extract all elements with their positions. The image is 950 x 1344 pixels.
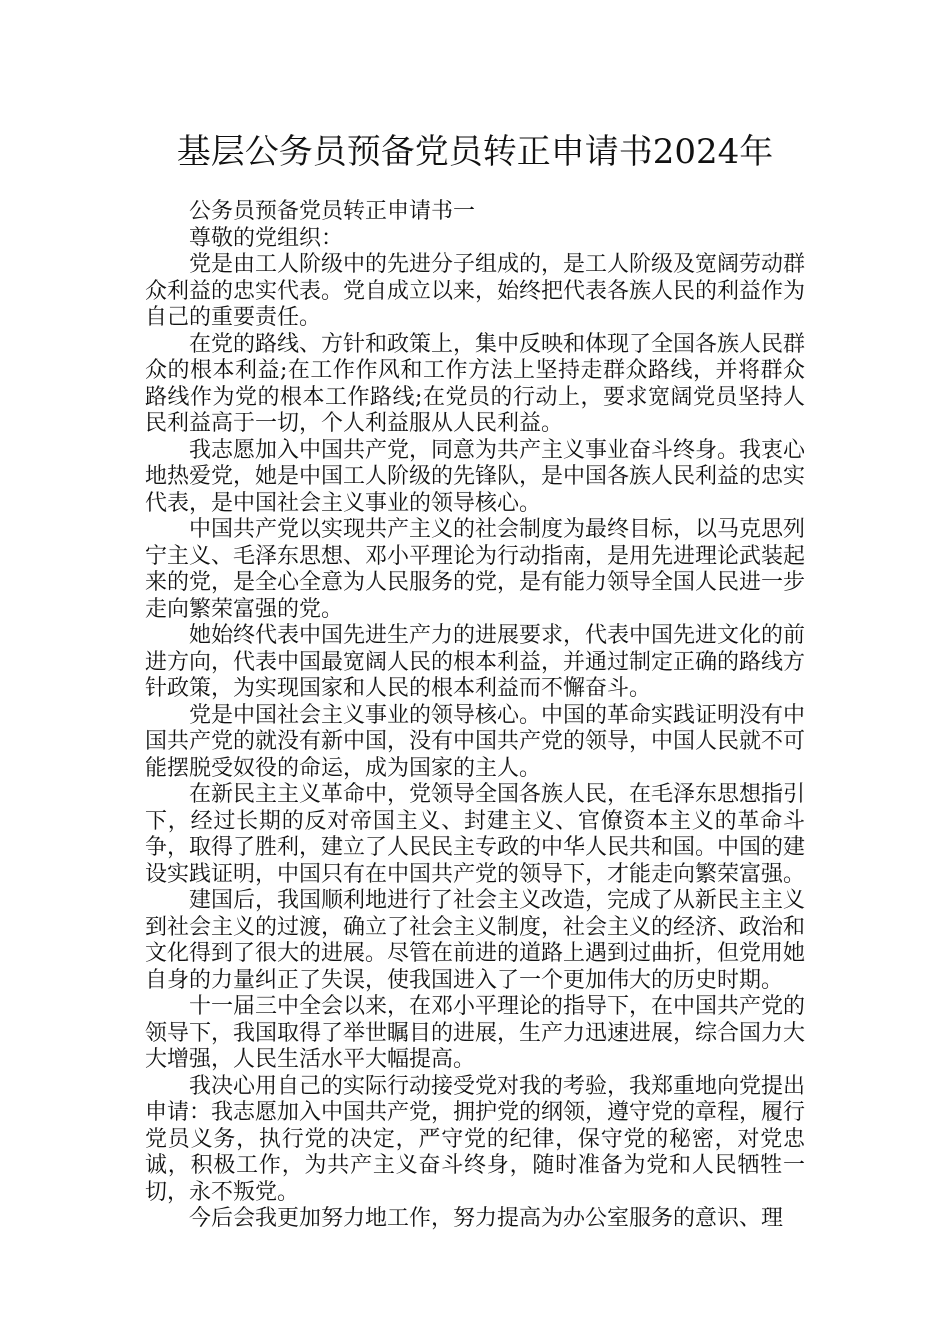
paragraph: 我决心用自己的实际行动接受党对我的考验，我郑重地向党提出申请：我志愿加入中国共产党，拥护党的纲领，遵守党的章程，履行党员义务，执行党的决定，严守党的纪律，保守党的秘密，对党忠诚，积极工作，为共产主义奋斗终身，随时准备为党和人民牺牲一切，永不叛党。 (145, 1073, 806, 1205)
paragraph: 党是中国社会主义事业的领导核心。中国的革命实践证明没有中国共产党的就没有新中国，没有中国共产党的领导，中国人民就不可能摆脱受奴役的命运，成为国家的主人。 (145, 702, 806, 781)
paragraph: 在新民主主义革命中，党领导全国各族人民，在毛泽东思想指引下，经过长期的反对帝国主义、封建主义、官僚资本主义的革命斗争，取得了胜利，建立了人民民主专政的中华人民共和国。中国的建设实践证明，中国只有在中国共产党的领导下，才能走向繁荣富强。 (145, 782, 806, 887)
paragraph: 公务员预备党员转正申请书一 (189, 199, 476, 224)
paragraph: 十一届三中全会以来，在邓小平理论的指导下，在中国共产党的领导下，我国取得了举世瞩目的进展，生产力迅速进展，综合国力大大增强，人民生活水平大幅提高。 (145, 994, 806, 1072)
document-title: 基层公务员预备党员转正申请书2024年 (176, 132, 774, 172)
document-body (145, 199, 805, 1233)
paragraph: 我志愿加入中国共产党，同意为共产主义事业奋斗终身。我衷心地热爱党，她是中国工人阶级的先锋队，是中国各族人民利益的忠实代表，是中国社会主义事业的领导核心。 (145, 437, 806, 516)
paragraph: 建国后，我国顺利地进行了社会主义改造，完成了从新民主主义到社会主义的过渡，确立了社会主义制度，社会主义的经济、政治和文化得到了很大的进展。尽管在前进的道路上遇到过曲折，但党用她自身的力量纠正了失误，使我国进入了一个更加伟大的历史时期。 (145, 888, 806, 993)
paragraph: 党是由工人阶级中的先进分子组成的，是工人阶级及宽阔劳动群众利益的忠实代表。党自成立以来，始终把代表各族人民的利益作为自己的重要责任。 (145, 252, 806, 330)
paragraph: 在党的路线、方针和政策上，集中反映和体现了全国各族人民群众的根本利益;在工作作风和工作方法上坚持走群众路线，并将群众路线作为党的根本工作路线;在党员的行动上，要求宽阔党员坚持人民利益高于一切，个人利益服从人民利益。 (145, 331, 806, 436)
paragraph: 尊敬的党组织： (189, 225, 344, 251)
paragraph: 她始终代表中国先进生产力的进展要求，代表中国先进文化的前进方向，代表中国最宽阔人民的根本利益，并通过制定正确的路线方针政策，为实现国家和人民的根本利益而不懈奋斗。 (145, 623, 806, 701)
paragraph: 今后会我更加努力地工作，努力提高为办公室服务的意识、理 (189, 1206, 784, 1231)
paragraph: 中国共产党以实现共产主义的社会制度为最终目标，以马克思列宁主义、毛泽东思想、邓小平理论为行动指南，是用先进理论武装起来的党，是全心全意为人民服务的党，是有能力领导全国人民进一步走向繁荣富强的党。 (145, 517, 806, 622)
